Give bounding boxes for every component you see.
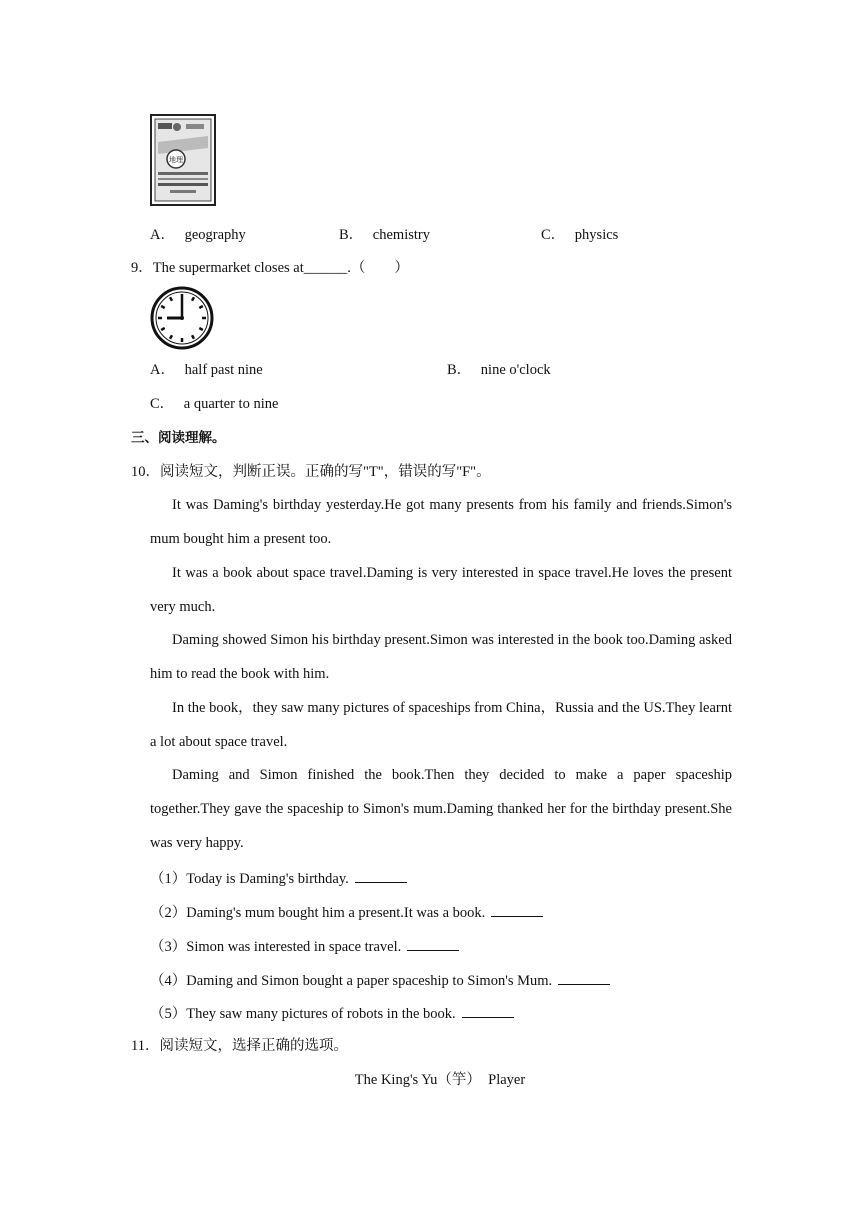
q9-option-c[interactable] <box>150 395 278 413</box>
answer-blank[interactable] <box>355 868 407 883</box>
option-letter: C． <box>541 227 566 243</box>
section-heading: 三、阅读理解。 <box>131 430 226 446</box>
option-letter: B． <box>339 227 364 243</box>
q8-option-b[interactable] <box>339 226 430 244</box>
q9-stem: 9．The supermarket closes at______.（ ） <box>131 260 409 276</box>
answer-blank[interactable] <box>558 970 610 985</box>
passage-paragraph: In the book，they saw many pictures of spaceships from China，Russia and the US.They learnt a lot about space travel. <box>150 700 732 750</box>
passage-paragraph: It was a book about space travel.Daming is very interested in space travel.He loves the present very much. <box>150 565 732 615</box>
clock-icon <box>150 286 214 350</box>
statement-5: （5）They saw many pictures of robots in the book. <box>150 1003 514 1023</box>
option-letter: B． <box>447 362 472 378</box>
q11-stem: 11．阅读短文，选择正确的选项。 <box>131 1038 348 1054</box>
q8-option-a[interactable] <box>150 226 246 244</box>
option-text: geography <box>184 227 246 243</box>
q9-option-b[interactable] <box>447 361 551 379</box>
option-letter: C． <box>150 396 175 412</box>
answer-blank[interactable] <box>407 936 459 951</box>
passage-paragraph: Daming and Simon finished the book.Then they decided to make a paper spaceship together.They gave the spaceship to Simon's mum.Daming thanked her for the birthday present.She was very happy. <box>150 767 732 851</box>
option-letter: A． <box>150 227 175 243</box>
option-letter: A． <box>150 362 175 378</box>
geography-book-image <box>150 114 216 206</box>
passage-paragraph: Daming showed Simon his birthday present.Simon was interested in the book too.Daming asked him to read the book with him. <box>150 632 732 682</box>
statement-3: （3）Simon was interested in space travel. <box>150 936 459 956</box>
option-text: half past nine <box>184 362 263 378</box>
q10-stem: 10．阅读短文，判断正误。正确的写"T"，错误的写"F"。 <box>131 464 491 480</box>
option-text: chemistry <box>372 227 430 243</box>
q9-option-a[interactable] <box>150 361 263 379</box>
statement-2: （2）Daming's mum bought him a present.It was a book. <box>150 902 543 922</box>
answer-blank[interactable] <box>462 1003 514 1018</box>
book-cover-label: 地理 <box>169 156 183 164</box>
passage-title: The King's Yu（竽） Player <box>354 1072 526 1088</box>
option-text: a quarter to nine <box>183 396 279 412</box>
option-text: physics <box>574 227 619 243</box>
statement-1: （1）Today is Daming's birthday. <box>150 868 407 888</box>
q8-option-c[interactable] <box>541 226 618 244</box>
answer-blank[interactable] <box>491 902 543 917</box>
statement-4: （4）Daming and Simon bought a paper spaceship to Simon's Mum. <box>150 970 610 990</box>
passage-paragraph: It was Daming's birthday yesterday.He got many presents from his family and friends.Simon's mum bought him a present too. <box>150 497 732 547</box>
option-text: nine o'clock <box>480 362 551 378</box>
